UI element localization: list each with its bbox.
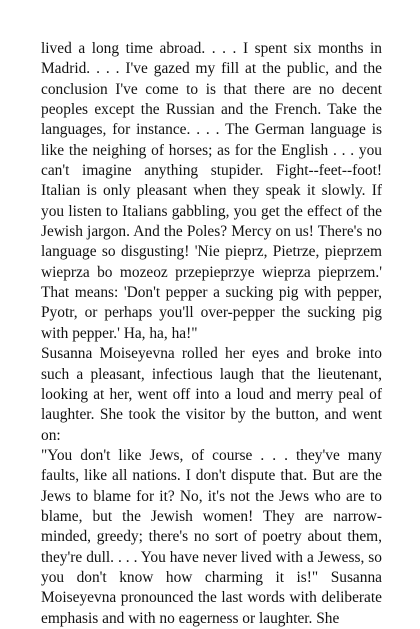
paragraph-2: Susanna Moiseyevna rolled her eyes and broke into such a pleasant, infectious laugh that the lieutenant, looking at her, went off into a loud and merry peal of laughter. She took the visitor by the button, and went on:: [41, 345, 382, 444]
paragraph-3: "You don't like Jews, of course . . . they've many faults, like all nations. I don't dispute that. But are the Jews to blame for it? No, it's not the Jews who are to blame, but the Jewish women! They are narrow-minded, greedy; there's no sort of poetry about them, they're dull. . . . You have never lived with a Jewess, so you don't know how charming it is!" Susanna Moiseyevna pronounced the last words with deliberate emphasis and with no eagerness or laughter. She: [41, 446, 382, 627]
paragraph-1: lived a long time abroad. . . . I spent six months in Madrid. . . . I've gazed my fill at the public, and the conclusion I've come to is that there are no decent peoples except the Russian and the French. Take the languages, for instance. . . . The German language is like the neighing of horses; as for the English . . . you can't imagine anything stupider. Fight--feet--foot! Italian is only pleasant when they speak it slowly. If you listen to Italians gabbling, you get the effect of the Jewish jargon. And the Poles? Mercy on us! There's no language so disgusting! 'Nie pieprz, Pietrze, pieprzem wieprza bo mozeoz przepieprzye wieprza pieprzem.' That means: 'Don't pepper a sucking pig with pepper, Pyotr, or perhaps you'll over-pepper the sucking pig with pepper.' Ha, ha, ha!": [41, 40, 382, 342]
body-text: [41, 39, 382, 629]
